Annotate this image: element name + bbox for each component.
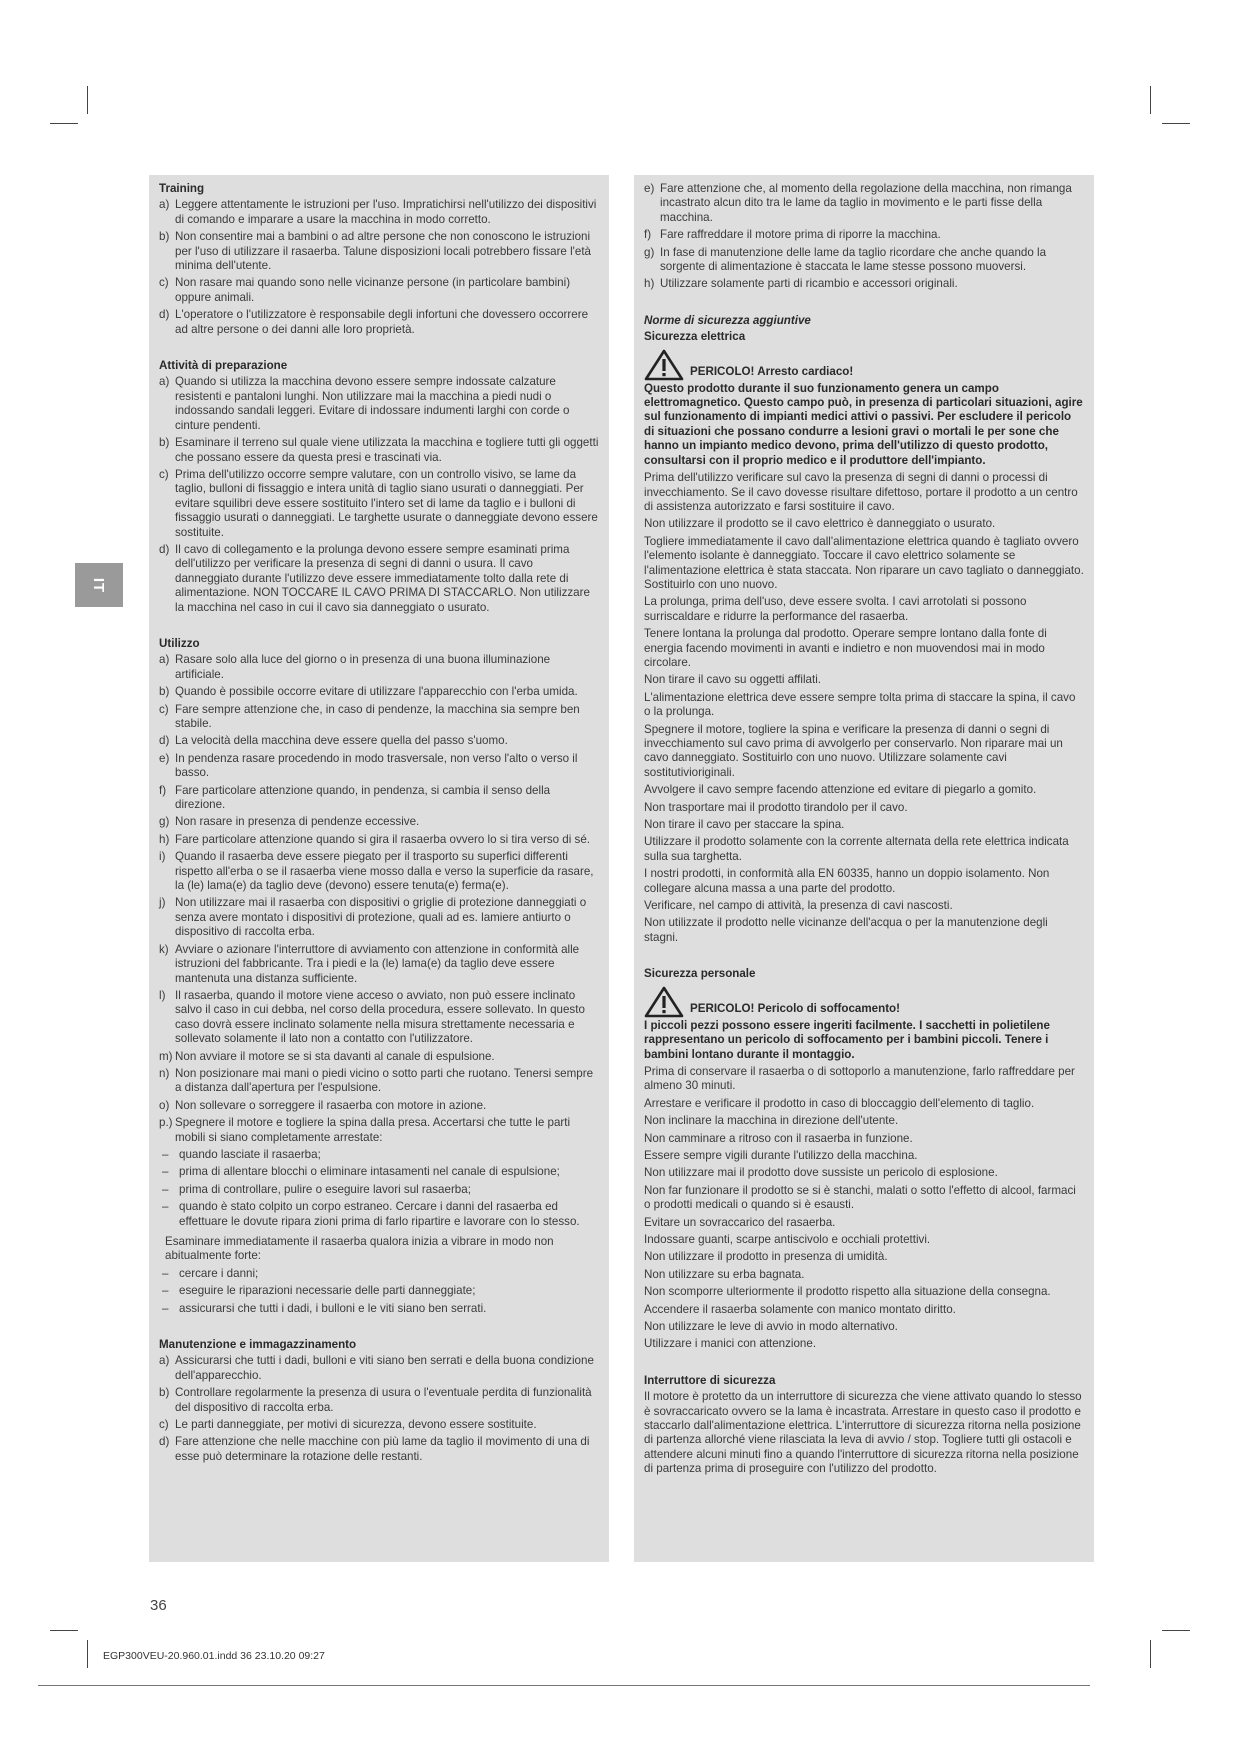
dash-item — [162, 1302, 599, 1316]
dash-mark: – — [162, 1165, 169, 1179]
paragraph: Non utilizzare il prodotto se il cavo elettrico è danneggiato o usurato. — [644, 517, 996, 531]
list-item-text: Fare sempre attenzione che, in caso di pendenze, la macchina sia sempre ben stabile. — [175, 702, 580, 730]
paragraph: Prima dell'utilizzo verificare sul cavo la presenza di segni di danni o processi di invecchiamento. Se il cavo dovesse risultare difettoso, portare il prodotto a un centro di assistenza autorizzato e farsi sostituire il cavo. — [644, 471, 1078, 513]
list-item-key: a) — [159, 375, 170, 389]
dash-item-text: prima di allentare blocchi o eliminare intasamenti nel canale di espulsione; — [179, 1165, 560, 1179]
paragraph: Prima di conservare il rasaerba o di sottoporlo a manutenzione, farlo raffreddare per almeno 30 minuti. — [644, 1064, 1075, 1093]
list-item-text: Leggere attentamente le istruzioni per l'uso. Impratichirsi nell'utilizzo dei dispositivi di comando e imparare a usare la macchina in modo corretto. — [175, 198, 597, 226]
list-item — [159, 989, 599, 1047]
dash-item-text: eseguire le riparazioni necessarie delle parti danneggiate; — [179, 1284, 476, 1298]
dash-item-text: quando è stato colpito un corpo estraneo. Cercare i danni del rasaerba ed effettuare le dovute ripara zioni prima di farlo ripartire e lavorare con lo stesso. — [179, 1200, 580, 1228]
use-dash-list-2 — [159, 1267, 599, 1316]
paragraph: Accendere il rasaerba solamente con manico montato diritto. — [644, 1302, 956, 1316]
list-item — [159, 850, 599, 893]
crop-mark — [1150, 1640, 1151, 1668]
list-item — [159, 468, 599, 540]
left-column — [149, 175, 609, 1562]
list-item-text: Avviare o azionare l'interruttore di avviamento con attenzione in conformità alle istruzioni del fabbricante. Tra i piedi e la (le) lama(e) da taglio deve essere mantenuta una distanza sufficiente. — [175, 942, 580, 985]
list-item-text: L'operatore o l'utilizzatore è responsabile degli infortuni che dovessero occorrere ad altre persone o dei danni alle loro proprietà. — [175, 308, 589, 336]
paragraph: Avvolgere il cavo sempre facendo attenzione ed evitare di piegarlo a gomito. — [644, 783, 1037, 797]
paragraph: Indossare guanti, scarpe antiscivolo e occhiali protettivi. — [644, 1232, 931, 1246]
warning-electrical — [644, 349, 1084, 381]
list-item-key: k) — [159, 942, 169, 956]
warning-text-personal: I piccoli pezzi possono essere ingeriti facilmente. I sacchetti in polietilene rappresentano un pericolo di soffocamento per i bambini piccoli. Tenere i bambini lontano durante il montaggio. — [644, 1018, 1050, 1061]
list-item-key: o) — [159, 1098, 170, 1112]
list-item — [159, 734, 599, 748]
use-dash-list — [159, 1148, 599, 1229]
list-item-key: d) — [159, 542, 170, 556]
warning-triangle-icon — [644, 349, 684, 381]
dash-item — [162, 1200, 599, 1229]
section-title-use: Utilizzo — [159, 636, 200, 650]
list-item — [159, 1418, 599, 1432]
right-column — [634, 175, 1094, 1562]
list-item-text: Non consentire mai a bambini o ad altre persone che non conoscono le istruzioni per l'uso di utilizzare il rasaerba. Talune disposizioni locali potrebbero fissare l'età minima dell'utente. — [175, 230, 592, 273]
list-item-key: d) — [159, 1435, 170, 1449]
section-title-preparation: Attività di preparazione — [159, 359, 288, 373]
dash-item-text: quando lasciate il rasaerba; — [179, 1147, 321, 1161]
page-number: 36 — [150, 1597, 167, 1614]
list-item-key: f) — [159, 783, 167, 797]
list-item — [159, 230, 599, 273]
paragraph: Non utilizzare su erba bagnata. — [644, 1267, 805, 1281]
dash-item-text: assicurarsi che tutti i dadi, i bulloni e le viti siano ben serrati. — [179, 1301, 487, 1315]
list-item — [159, 685, 599, 699]
list-item — [159, 543, 599, 615]
language-tab-label: IT — [90, 577, 108, 593]
list-item-key: c) — [159, 702, 169, 716]
list-item — [159, 375, 599, 433]
use-list — [159, 653, 599, 1145]
bottom-rule — [38, 1685, 1090, 1686]
paragraph: Utilizzare i manici con attenzione. — [644, 1337, 817, 1351]
list-item-text: Assicurarsi che tutti i dadi, bulloni e viti siano ben serrati e della buona condizione dell'apparecchio. — [175, 1354, 594, 1382]
paragraph: Arrestare e verificare il prodotto in caso di bloccaggio dell'elemento di taglio. — [644, 1096, 1035, 1110]
dash-item-text: cercare i danni; — [179, 1266, 259, 1280]
warning-triangle-icon — [644, 986, 684, 1018]
list-item — [159, 833, 599, 847]
list-item-key: g) — [644, 245, 655, 259]
list-item-text: Le parti danneggiate, per motivi di sicurezza, devono essere sostituite. — [175, 1418, 537, 1432]
crop-mark — [87, 86, 88, 114]
list-item-text: In pendenza rasare procedendo in modo trasversale, non verso l'alto o verso il basso. — [175, 751, 578, 780]
list-item-key: a) — [159, 1354, 170, 1368]
list-item-text: Fare attenzione che, al momento della regolazione della macchina, non rimanga incastrato alcun dito tra le lame da taglio in movimento e le parti fisse della macchina. — [660, 182, 1072, 224]
list-item-key: g) — [159, 815, 170, 829]
list-item-text: Il rasaerba, quando il motore viene acceso o avviato, non può essere inclinato salvo il caso in cui debba, nel corso della procedura, essere sollevato. In questo caso dovrà essere inclinato solamente nella misura strettamente necessaria e sollevato solamente il lato non a contatto con l'utilizzatore. — [175, 988, 585, 1046]
list-item-text: Il cavo di collegamento e la prolunga devono essere sempre esaminati prima dell'utilizzo per verificare la presenza di segni di danni o usura. Il cavo danneggiato durante l'utilizzo deve essere immediatamente tolto dalla rete di alimentazione. NON TOCCARE IL CAVO PRIMA DI STACCARLO. Non utilizzare la macchina nel caso in cui il cavo sia danneggiato o usurato. — [175, 542, 590, 614]
list-item-text: Rasare solo alla luce del giorno o in presenza di una buona illuminazione artificiale. — [175, 653, 551, 681]
crop-mark — [1162, 1630, 1190, 1631]
list-item-text: Non avviare il motore se si sta davanti al canale di espulsione. — [175, 1049, 495, 1063]
section-title-maintenance: Manutenzione e immagazzinamento — [159, 1338, 357, 1352]
dash-mark: – — [162, 1266, 169, 1280]
list-item-key: e) — [159, 751, 170, 765]
list-item-text: Fare particolare attenzione quando, in pendenza, si cambia il senso della direzione. — [175, 783, 551, 812]
training-list — [159, 198, 599, 337]
list-item — [159, 752, 599, 781]
list-item — [159, 784, 599, 813]
paragraph: Verificare, nel campo di attività, la presenza di cavi nascosti. — [644, 899, 953, 913]
dash-item — [162, 1284, 599, 1298]
list-item-text: La velocità della macchina deve essere quella del passo s'uomo. — [175, 734, 508, 748]
list-item — [159, 653, 599, 682]
list-item — [159, 1386, 599, 1415]
list-item-key: b) — [159, 230, 170, 244]
dash-item — [162, 1148, 599, 1162]
warning-title-electrical: PERICOLO! Arresto cardiaco! — [690, 365, 854, 379]
dash-item — [162, 1267, 599, 1281]
paragraph: Non far funzionare il prodotto se si è stanchi, malati o sotto l'effetto di alcool, farmaci o prodotti medicali o quando si è esausti. — [644, 1183, 1076, 1212]
dash-item — [162, 1183, 599, 1197]
warning-title-personal: PERICOLO! Pericolo di soffocamento! — [690, 1002, 900, 1016]
section-title-electrical: Sicurezza elettrica — [644, 330, 746, 344]
personal-paragraphs — [644, 1065, 1084, 1352]
maintenance-list — [159, 1354, 599, 1464]
preparation-list — [159, 375, 599, 615]
crop-mark — [87, 1640, 88, 1668]
list-item — [644, 246, 1084, 275]
paragraph: Tenere lontana la prolunga dal prodotto. Operare sempre lontano dalla fonte di energia facendo movimenti in avanti e indietro e non muovendosi mai in modo circolare. — [644, 627, 1047, 669]
list-item — [159, 703, 599, 732]
paragraph: Non camminare a ritroso con il rasaerba in funzione. — [644, 1131, 913, 1145]
crop-mark — [1162, 123, 1190, 124]
dash-mark: – — [162, 1182, 169, 1196]
vibration-paragraph: Esaminare immediatamente il rasaerba qualora inizia a vibrare in modo non abitualmente forte: — [165, 1235, 554, 1263]
list-item — [159, 1067, 599, 1096]
list-item-text: Non sollevare o sorreggere il rasaerba con motore in azione. — [175, 1098, 487, 1112]
paragraph: La prolunga, prima dell'uso, deve essere svolta. I cavi arrotolati si possono surriscaldare e ridurre la performance del rasaerba. — [644, 595, 1027, 623]
list-item-text: Quando si utilizza la macchina devono essere sempre indossate calzature resistenti e pantaloni lunghi. Non utilizzare mai la macchina a piedi nudi o indossando sandali leggeri. Evitare di indossare indumenti larghi con corde o cinture pendenti. — [175, 375, 570, 432]
crop-mark — [1150, 86, 1151, 114]
warning-text-electrical: Questo prodotto durante il suo funzionamento genera un campo elettromagnetico. Questo campo può, in presenza di particolari situazioni, agire sul funzionamento di impianti medici attivi o passivi. Per escludere il pericolo di situazioni che possano condurre a lesioni gravi o mortali le per sone che hanno un impianto medico devono, prima dell'utilizzo di questo prodotto, consultarsi con il proprio medico e il produttore dell'impianto. — [644, 381, 1083, 467]
list-item-text: Spegnere il motore e togliere la spina dalla presa. Accertarsi che tutte le parti mobili si siano completamente arrestate: — [175, 1116, 571, 1144]
paragraph: Non scomporre ulteriormente il prodotto rispetto alla situazione della consegna. — [644, 1285, 1051, 1299]
list-item — [159, 1099, 599, 1113]
paragraph: L'alimentazione elettrica deve essere sempre tolta prima di staccare la spina, il cavo o la prolunga. — [644, 690, 1076, 719]
list-item-text: Utilizzare solamente parti di ricambio e accessori originali. — [660, 277, 958, 291]
list-item-key: n) — [159, 1066, 170, 1080]
section-title-training: Training — [159, 182, 205, 195]
paragraph: I nostri prodotti, in conformità alla EN 60335, hanno un doppio isolamento. Non collegare alcuna massa a una parte del prodotto. — [644, 867, 1050, 895]
paragraph: Non utilizzare il prodotto in presenza di umidità. — [644, 1250, 888, 1264]
list-item-key: i) — [159, 850, 166, 864]
list-item — [159, 436, 599, 465]
list-item — [159, 943, 599, 986]
list-item-text: Non rasare mai quando sono nelle vicinanze persone (in particolare bambini) oppure animali. — [175, 276, 571, 304]
paragraph: Essere sempre vigili durante l'utilizzo della macchina. — [644, 1148, 918, 1162]
paragraph: Evitare un sovraccarico del rasaerba. — [644, 1215, 836, 1229]
list-item-key: e) — [644, 182, 655, 195]
list-item-text: Quando il rasaerba deve essere piegato per il trasporto su superfici differenti rispetto all'erba o se il rasaerba viene mosso dalla e verso la superficie da rasare, la (le) lama(e) da taglio deve (devono) essere tenuta(e) ferma(e). — [175, 850, 594, 893]
list-item-text: Fare particolare attenzione quando si gira il rasaerba ovvero lo si tira verso di sé. — [175, 832, 591, 846]
list-item-key: b) — [159, 1386, 170, 1400]
list-item — [159, 276, 599, 305]
section-title-personal: Sicurezza personale — [644, 967, 756, 981]
dash-mark: – — [162, 1147, 169, 1161]
list-item — [159, 1050, 599, 1064]
paragraph: Utilizzare il prodotto solamente con la corrente alternata della rete elettrica indicata sulla sua targhetta. — [644, 835, 1069, 863]
warning-personal — [644, 986, 1084, 1018]
list-item — [159, 1435, 599, 1464]
list-item-text: Non posizionare mai mani o piedi vicino o sotto parti che ruotano. Tenersi sempre a distanza dall'apertura per l'espulsione. — [175, 1066, 594, 1095]
paragraph: Non utilizzare le leve di avvio in modo alternativo. — [644, 1320, 898, 1333]
list-item-text: Controllare regolarmente la presenza di usura o l'eventuale perdita di funzionalità del dispositivo di raccolta erba. — [175, 1386, 592, 1414]
list-item-key: a) — [159, 653, 170, 667]
list-item — [159, 815, 599, 829]
safety-switch-paragraph: Il motore è protetto da un interruttore di sicurezza che viene attivato quando lo stesso è sovraccaricato ovvero se la lama è incastrata. Arrestare in questo caso il prodotto e staccarlo dall'alimentazione elettrica. L'interruttore di sicurezza ritorna nella posizione di partenza allorché viene rilasciata la leva di avvio / stop. Togliere tutti gli ostacoli e attendere alcuni minuti fino a quando l'interruttore di sicurezza ritorna nella posizione di partenza prima di proseguire con l'utilizzo del prodotto. — [644, 1390, 1082, 1476]
list-item-key: f) — [644, 228, 652, 242]
list-item-key: m) — [159, 1049, 173, 1063]
dash-mark: – — [162, 1284, 169, 1298]
paragraph: Non tirare il cavo su oggetti affilati. — [644, 673, 822, 687]
language-tab — [75, 563, 123, 607]
footer-file-info: EGP300VEU-20.960.01.indd 36 23.10.20 09:27 — [103, 1650, 325, 1662]
list-item-key: h) — [159, 832, 170, 846]
list-item-key: j) — [159, 896, 166, 910]
paragraph: Non utilizzate il prodotto nelle vicinanze dell'acqua o per la manutenzione degli stagni. — [644, 916, 1048, 944]
list-item — [159, 896, 599, 939]
list-item-key: b) — [159, 685, 170, 699]
paragraph: Non utilizzare mai il prodotto dove sussiste un pericolo di esplosione. — [644, 1166, 998, 1180]
crop-mark — [50, 123, 78, 124]
list-item — [644, 277, 1084, 291]
list-item-key: b) — [159, 436, 170, 450]
list-item — [159, 198, 599, 227]
paragraph: Togliere immediatamente il cavo dall'alimentazione elettrica quando è tagliato ovvero l'elemento isolante è danneggiato. Toccare il cavo elettrico solamente se l'alimentazione elettrica è stata staccata. Non riparare un cavo tagliato o danneggiato. Sostituirlo con uno nuovo. — [644, 534, 1084, 591]
list-item-text: Prima dell'utilizzo occorre sempre valutare, con un controllo visivo, se lame da taglio, bulloni di fissaggio e intera unità di taglio siano usurati o danneggiati. Per evitare squilibri deve essere sostituito l'intero set di lame da taglio e i bulloni di fissaggio usurati o danneggiati. Le targhette usurate o danneggiate devono essere sostituite. — [175, 467, 598, 539]
list-item-text: Esaminare il terreno sul quale viene utilizzata la macchina e togliere tutti gli oggetti che possano essere da questa presi e trascinati via. — [175, 436, 599, 464]
electrical-paragraphs — [644, 471, 1084, 945]
section-title-safety-switch: Interruttore di sicurezza — [644, 1373, 776, 1387]
list-item-text: In fase di manutenzione delle lame da taglio ricordare che anche quando la sorgente di alimentazione è staccata le lame stesse possono muoversi. — [660, 245, 1047, 274]
dash-mark: – — [162, 1200, 169, 1214]
list-item-key: c) — [159, 1418, 169, 1432]
crop-mark — [50, 1630, 78, 1631]
list-item — [159, 1354, 599, 1383]
list-item-text: Non utilizzare mai il rasaerba con dispositivi o griglie di protezione danneggiati o senza avere montato i dispositivi di protezione, quali ad es. lamiere antiurto o dispositivo di raccolta erba. — [175, 896, 587, 939]
section-title-extra-rules: Norme di sicurezza aggiuntive — [644, 313, 811, 327]
list-item-text: Quando è possibile occorre evitare di utilizzare l'apparecchio con l'erba umida. — [175, 685, 578, 699]
list-item-key: a) — [159, 198, 170, 212]
list-item-key: c) — [159, 467, 169, 481]
list-item-key: l) — [159, 988, 166, 1002]
paragraph: Spegnere il motore, togliere la spina e verificare la presenza di danni o segni di invecchiamento sul cavo prima di avvolgerlo per conservarlo. Non riparare mai un cavo danneggiato. Sostituirlo con uno nuovo. Utilizzare solamente cavi sostitutivioriginali. — [644, 722, 1063, 779]
list-item-text: Fare attenzione che nelle macchine con più lame da taglio il movimento di una di esse può determinare la rotazione delle restanti. — [175, 1435, 590, 1463]
dash-item — [162, 1165, 599, 1179]
list-item — [159, 308, 599, 337]
list-item-key: h) — [644, 277, 655, 291]
paragraph: Non inclinare la macchina in direzione dell'utente. — [644, 1114, 899, 1128]
paragraph: Non tirare il cavo per staccare la spina. — [644, 818, 845, 832]
list-item-key: c) — [159, 276, 169, 290]
list-item-text: Fare raffreddare il motore prima di riporre la macchina. — [660, 228, 941, 242]
list-item-key: d) — [159, 308, 170, 322]
maintenance-list-continued — [644, 182, 1084, 292]
list-item — [644, 228, 1084, 242]
list-item-text: Non rasare in presenza di pendenze eccessive. — [175, 815, 420, 829]
paragraph: Non trasportare mai il prodotto tirandolo per il cavo. — [644, 800, 908, 814]
list-item-key: d) — [159, 734, 170, 748]
dash-mark: – — [162, 1301, 169, 1315]
list-item — [644, 182, 1084, 225]
list-item-key: p.) — [159, 1116, 173, 1130]
dash-item-text: prima di controllare, pulire o eseguire lavori sul rasaerba; — [179, 1182, 471, 1196]
list-item — [159, 1116, 599, 1145]
